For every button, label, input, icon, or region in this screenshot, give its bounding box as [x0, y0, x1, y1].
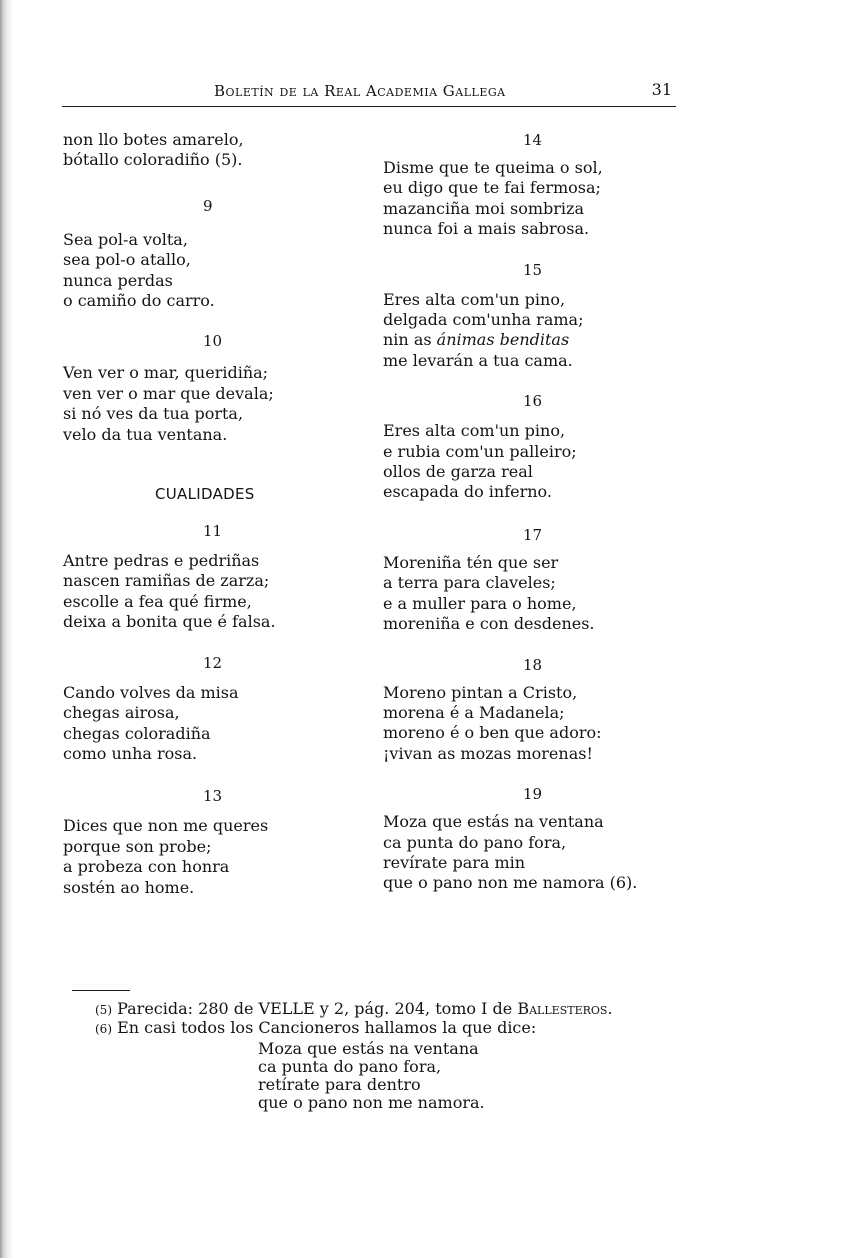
- stanza-16: [383, 391, 683, 503]
- verse-line: Eres alta com'un pino,: [383, 289, 566, 309]
- verse-line: moreniña e con desdenes.: [383, 614, 595, 634]
- verse-line: Eres alta com'un pino,: [383, 421, 566, 441]
- verse-line: sostén ao home.: [63, 877, 195, 897]
- verse-line: porque son probe;: [63, 836, 212, 856]
- stanza-number: 18: [523, 655, 543, 674]
- verse-line: si nó ves da tua porta,: [63, 404, 244, 424]
- verse-line: ven ver o mar que devala;: [63, 383, 274, 403]
- page-edge-shadow: [0, 0, 14, 1258]
- verse-line: Antre pedras e pedriñas: [63, 551, 260, 571]
- stanza-number: 14: [523, 131, 543, 149]
- footnotes: [95, 1000, 695, 1112]
- footnote-mark: (5): [95, 1003, 112, 1017]
- verse-line: sea pol-o atallo,: [63, 250, 191, 270]
- footnote-text: En casi todos los Cancioneros hallamos la que dice:: [117, 1018, 537, 1037]
- stanza-10: [63, 331, 363, 445]
- footnote-poem-line: que o pano non me namora.: [258, 1093, 485, 1112]
- verse-line: escapada do inferno.: [383, 482, 552, 502]
- verse-line: e a muller para o home,: [383, 593, 577, 613]
- italic-phrase: ánimas benditas: [436, 330, 570, 350]
- stanza-number: 19: [523, 785, 543, 804]
- footnote-poem-line: ca punta do pano fora,: [258, 1057, 442, 1076]
- verse-line: ¡vivan as mozas morenas!: [383, 743, 593, 763]
- verse-line: e rubia com'un palleiro;: [383, 441, 577, 461]
- verse-line: chegas airosa,: [63, 703, 180, 723]
- stanza-12: [63, 653, 363, 765]
- verse-line: Moreniña tén que ser: [383, 552, 559, 572]
- stanza-15: [383, 260, 683, 372]
- stanza-number: 16: [523, 392, 543, 411]
- verse-line: moreno é o ben que adoro:: [383, 723, 602, 743]
- verse-fragment: nin as: [383, 330, 432, 350]
- footnote-5: [95, 1000, 695, 1019]
- verse-line: velo da tua ventana.: [63, 424, 228, 444]
- verse-line: a terra para claveles;: [383, 573, 556, 593]
- footnote-poem: [258, 1040, 695, 1112]
- verse-line: morena é a Madanela;: [383, 702, 565, 722]
- stanza-14: [383, 130, 683, 240]
- stanza-13: [63, 786, 363, 898]
- verse-line: a probeza con honra: [63, 857, 230, 877]
- stanza-number: 9: [203, 196, 213, 215]
- verse-line: Sea pol-a volta,: [63, 229, 188, 249]
- verse-line: ca punta do pano fora,: [383, 832, 567, 852]
- stanza-number: 15: [523, 260, 543, 279]
- stanza-number: 11: [203, 522, 223, 541]
- footnote-mark: (6): [95, 1022, 112, 1036]
- verse-line: revírate para min: [383, 852, 526, 872]
- stanza-19: [383, 784, 683, 894]
- verse-line: ollos de garza real: [383, 462, 533, 482]
- verse-line: deixa a bonita que é falsa.: [63, 612, 276, 632]
- verse-line: Cando volves da misa: [63, 682, 239, 702]
- stanza-number: 13: [203, 787, 223, 806]
- verse-line: que o pano non me namora (6).: [383, 873, 638, 893]
- verse-line: non llo botes amarelo,: [63, 130, 244, 149]
- running-header: [62, 80, 676, 107]
- verse-line: como unha rosa.: [63, 743, 198, 763]
- stanza-9: [63, 196, 363, 312]
- verse-line: nascen ramiñas de zarza;: [63, 571, 270, 591]
- verse-line: nunca perdas: [63, 270, 173, 290]
- stanza-number: 17: [523, 525, 543, 544]
- verse-line: mazanciña moi sombriza: [383, 198, 584, 218]
- footnote-6: [95, 1019, 695, 1038]
- stanza-number: 12: [203, 653, 223, 672]
- stanza-continuation: [63, 130, 363, 171]
- footnote-author: Ballesteros.: [517, 999, 613, 1018]
- verse-line: o camiño do carro.: [63, 291, 215, 311]
- verse-line: escolle a fea qué firme,: [63, 591, 252, 611]
- verse-line: Disme que te queima o sol,: [383, 158, 603, 177]
- footnote-text: Parecida: 280 de VELLE y 2, pág. 204, tomo I de: [117, 999, 513, 1018]
- verse-line: bótallo coloradiño (5).: [63, 150, 243, 170]
- verse-line: Ven ver o mar, queridiña;: [63, 363, 269, 383]
- verse-line: nunca foi a mais sabrosa.: [383, 219, 590, 239]
- footnote-poem-line: Moza que estás na ventana: [258, 1039, 479, 1058]
- stanza-number: 10: [203, 332, 223, 351]
- verse-line: [383, 330, 683, 350]
- verse-line: me levarán a tua cama.: [383, 350, 573, 370]
- stanza-18: [383, 655, 683, 765]
- verse-line: eu digo que te fai fermosa;: [383, 178, 601, 198]
- stanza-11: [63, 521, 363, 633]
- section-title: CUALIDADES: [155, 485, 255, 504]
- footnote-poem-line: retírate para dentro: [258, 1075, 421, 1094]
- page-number: 31: [651, 80, 672, 99]
- verse-line: delgada com'unha rama;: [383, 310, 584, 330]
- verse-line: Dices que non me queres: [63, 816, 269, 836]
- running-title: Boletín de la Real Academia Gallega: [214, 82, 506, 100]
- right-column: [383, 130, 683, 894]
- verse-line: chegas coloradiña: [63, 723, 211, 743]
- footnote-rule: [72, 990, 130, 991]
- verse-line: Moreno pintan a Cristo,: [383, 682, 578, 702]
- left-column: [63, 130, 363, 898]
- stanza-17: [383, 525, 683, 635]
- verse-line: Moza que estás na ventana: [383, 812, 604, 832]
